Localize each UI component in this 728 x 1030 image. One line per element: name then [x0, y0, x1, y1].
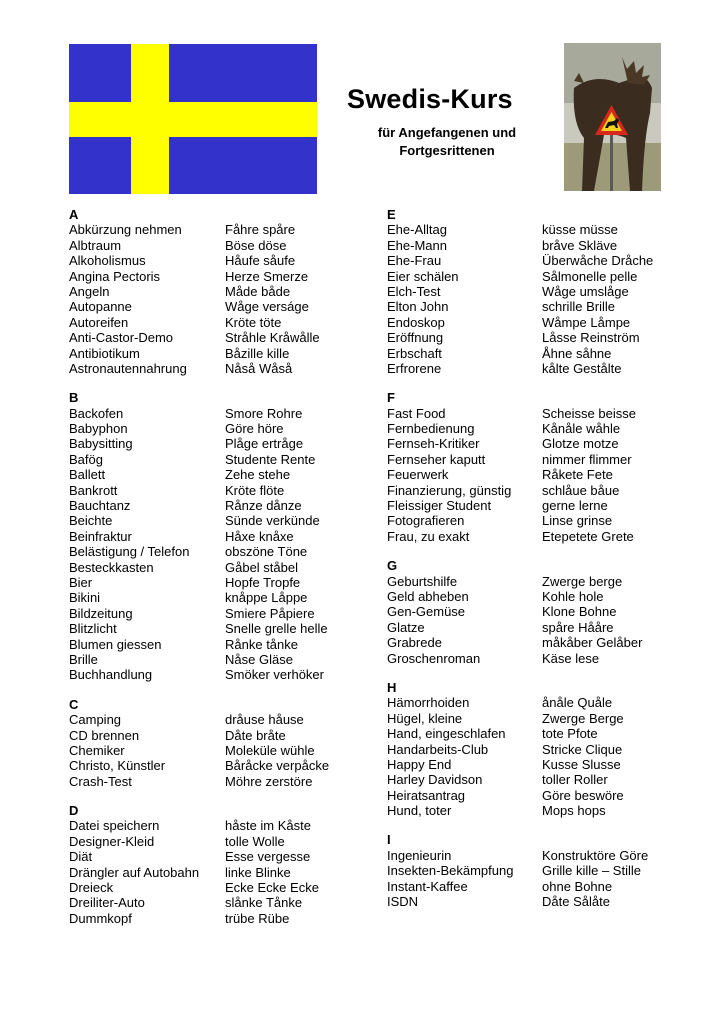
german-term: Bikini: [69, 590, 101, 606]
german-term: Fernbedienung: [387, 421, 475, 437]
mock-swedish-translation: kålte Gestålte: [542, 360, 622, 376]
mock-swedish-translation: Nåse Gläse: [225, 651, 293, 667]
vocab-row: [387, 695, 653, 710]
mock-swedish-translation: Sünde verkünde: [225, 513, 320, 529]
german-term: ISDN: [387, 894, 419, 910]
german-term: Bauchtanz: [69, 498, 131, 514]
mock-swedish-translation: Smöker verhöker: [225, 667, 324, 683]
german-term: Brille: [69, 651, 98, 667]
german-term: Backofen: [69, 405, 124, 421]
vocab-row: [69, 849, 329, 864]
german-term: Blumen giessen: [69, 636, 162, 652]
vocab-row: [387, 848, 653, 863]
german-term: Gen-Gemüse: [387, 604, 466, 620]
vocab-row: [387, 894, 653, 909]
vocab-row: [69, 637, 329, 652]
german-term: Fotografieren: [387, 513, 465, 529]
section-i: [387, 832, 653, 909]
vocab-row: [69, 544, 329, 559]
vocab-row: [387, 361, 653, 376]
vocab-row: [69, 513, 329, 528]
german-term: Alkoholismus: [69, 253, 146, 269]
mock-swedish-translation: Kånåle wåhle: [542, 421, 621, 437]
vocab-row: [69, 575, 329, 590]
mock-swedish-translation: Håufe såufe: [225, 253, 296, 269]
right-column: [387, 207, 653, 923]
german-term: Happy End: [387, 756, 452, 772]
vocab-row: [69, 667, 329, 682]
vocab-row: [69, 606, 329, 621]
section-letter: C: [69, 696, 79, 712]
vocab-row: [69, 315, 329, 330]
mock-swedish-translation: Esse vergesse: [225, 849, 311, 865]
mock-swedish-translation: toller Roller: [542, 772, 608, 788]
mock-swedish-translation: bråve Skläve: [542, 237, 618, 253]
mock-swedish-translation: Kohle hole: [542, 588, 604, 604]
mock-swedish-translation: Böse döse: [225, 237, 287, 253]
german-term: Harley Davidson: [387, 772, 483, 788]
german-term: Christo, Künstler: [69, 758, 166, 774]
german-term: Erfrorene: [387, 360, 442, 376]
vocab-row: [69, 728, 329, 743]
mock-swedish-translation: Göre höre: [225, 421, 284, 437]
vocab-row: [69, 590, 329, 605]
vocab-row: [387, 238, 653, 253]
vocab-row: [69, 421, 329, 436]
german-term: Dreieck: [69, 880, 114, 896]
german-term: Feuerwerk: [387, 467, 449, 483]
german-term: Babyphon: [69, 421, 128, 437]
german-term: Endoskop: [387, 314, 445, 330]
mock-swedish-translation: Käse lese: [542, 650, 600, 666]
mock-swedish-translation: trübe Rübe: [225, 910, 290, 926]
vocab-row: [69, 238, 329, 253]
mock-swedish-translation: Ecke Ecke Ecke: [225, 880, 319, 896]
german-term: Grabrede: [387, 635, 442, 651]
german-term: Dummkopf: [69, 910, 132, 926]
section-letter: I: [387, 832, 391, 848]
vocab-row: [69, 529, 329, 544]
vocab-row: [69, 330, 329, 345]
mock-swedish-translation: ånåle Quåle: [542, 695, 613, 711]
german-term: Ehe-Mann: [387, 237, 447, 253]
vocab-row: [387, 452, 653, 467]
german-term: Geld abheben: [387, 588, 469, 604]
vocab-row: [387, 269, 653, 284]
mock-swedish-translation: håste im Kåste: [225, 818, 311, 834]
vocab-row: [387, 222, 653, 237]
vocab-row: [69, 774, 329, 789]
vocab-row: [387, 726, 653, 741]
mock-swedish-translation: Möhre zerstöre: [225, 773, 313, 789]
german-term: Bildzeitung: [69, 605, 133, 621]
mock-swedish-translation: Låsse Reinström: [542, 330, 640, 346]
mock-swedish-translation: Mops hops: [542, 803, 606, 819]
vocab-row: [387, 742, 653, 757]
vocab-row: [69, 346, 329, 361]
german-term: Instant-Kaffee: [387, 878, 468, 894]
mock-swedish-translation: Rånke tånke: [225, 636, 298, 652]
section-e: [387, 207, 653, 376]
vocab-row: [69, 467, 329, 482]
german-term: Eröffnung: [387, 330, 444, 346]
mock-swedish-translation: Smiere Påpiere: [225, 605, 315, 621]
mock-swedish-translation: Konstruktöre Göre: [542, 847, 649, 863]
vocab-row: [69, 895, 329, 910]
german-term: Babysitting: [69, 436, 133, 452]
mock-swedish-translation: Herze Smerze: [225, 268, 309, 284]
mock-swedish-translation: tote Pfote: [542, 726, 598, 742]
mock-swedish-translation: Rånze dånze: [225, 498, 302, 514]
german-term: Ehe-Alltag: [387, 222, 447, 238]
subtitle-line-2: Fortgesrittenen: [399, 143, 495, 158]
german-term: Fernseh-Kritiker: [387, 436, 480, 452]
section-letter: G: [387, 558, 398, 574]
vocab-row: [387, 863, 653, 878]
vocab-row: [69, 880, 329, 895]
vocab-row: [69, 712, 329, 727]
vocab-row: [69, 253, 329, 268]
mock-swedish-translation: Råkete Fete: [542, 467, 613, 483]
vocab-row: [387, 284, 653, 299]
mock-swedish-translation: Glotze motze: [542, 436, 619, 452]
vocab-row: [69, 406, 329, 421]
vocab-row: [69, 498, 329, 513]
vocab-row: [69, 865, 329, 880]
mock-swedish-translation: Wåmpe Låmpe: [542, 314, 631, 330]
mock-swedish-translation: linke Blinke: [225, 864, 291, 880]
section-c: [69, 697, 329, 789]
mock-swedish-translation: knåppe Låppe: [225, 590, 308, 606]
section-letter: A: [69, 207, 79, 222]
mock-swedish-translation: Studente Rente: [225, 451, 316, 467]
german-term: Camping: [69, 712, 122, 728]
german-term: Erbschaft: [387, 345, 442, 361]
vocab-row: [387, 253, 653, 268]
german-term: Elton John: [387, 299, 449, 315]
mock-swedish-translation: Scheisse beisse: [542, 405, 636, 421]
vocab-row: [69, 834, 329, 849]
vocab-row: [387, 330, 653, 345]
section-letter: D: [69, 803, 79, 819]
mock-swedish-translation: Måde både: [225, 283, 291, 299]
vocab-row: [387, 711, 653, 726]
german-term: Geburtshilfe: [387, 573, 458, 589]
german-term: Handarbeits-Club: [387, 741, 489, 757]
vocab-row: [387, 651, 653, 666]
vocab-row: [387, 589, 653, 604]
german-term: Elch-Test: [387, 283, 441, 299]
flag-yellow-horizontal-bar: [69, 102, 317, 137]
mock-swedish-translation: Überwåche Dråche: [542, 253, 654, 269]
mock-swedish-translation: Kröte töte: [225, 314, 282, 330]
mock-swedish-translation: küsse müsse: [542, 222, 618, 238]
vocab-row: [387, 879, 653, 894]
mock-swedish-translation: tolle Wolle: [225, 833, 285, 849]
german-term: Bafög: [69, 451, 103, 467]
vocab-row: [69, 284, 329, 299]
german-term: Beichte: [69, 513, 113, 529]
section-letter: H: [387, 679, 397, 695]
mock-swedish-translation: Gåbel ståbel: [225, 559, 298, 575]
vocab-row: [387, 604, 653, 619]
german-term: Drängler auf Autobahn: [69, 864, 200, 880]
mock-swedish-translation: Nåså Wåså: [225, 360, 293, 376]
mock-swedish-translation: slånke Tånke: [225, 895, 303, 911]
vocab-row: [387, 772, 653, 787]
vocab-row: [387, 513, 653, 528]
vocab-row: [69, 758, 329, 773]
german-term: Insekten-Bekämpfung: [387, 863, 514, 879]
mock-swedish-translation: Åhne såhne: [542, 345, 612, 361]
german-term: Bankrott: [69, 482, 118, 498]
vocab-row: [387, 436, 653, 451]
mock-swedish-translation: Båråcke verpåcke: [225, 758, 330, 774]
german-term: Buchhandlung: [69, 667, 153, 683]
moose-warning-sign-photo: [564, 43, 661, 191]
mock-swedish-translation: schlåue båue: [542, 482, 620, 498]
vocab-row: [69, 452, 329, 467]
mock-swedish-translation: gerne lerne: [542, 498, 608, 514]
german-term: Frau, zu exakt: [387, 528, 470, 544]
german-term: Finanzierung, günstig: [387, 482, 512, 498]
vocab-row: [387, 406, 653, 421]
vocab-row: [69, 222, 329, 237]
mock-swedish-translation: Etepetete Grete: [542, 528, 634, 544]
german-term: CD brennen: [69, 727, 140, 743]
german-term: Heiratsantrag: [387, 787, 466, 803]
mock-swedish-translation: Wåge verságe: [225, 299, 309, 315]
section-f: [387, 390, 653, 544]
mock-swedish-translation: Snelle grelle helle: [225, 621, 328, 637]
german-term: Crash-Test: [69, 773, 132, 789]
vocab-row: [387, 421, 653, 436]
german-term: Fleissiger Student: [387, 498, 492, 514]
german-term: Belästigung / Telefon: [69, 544, 190, 560]
vocab-row: [387, 620, 653, 635]
mock-swedish-translation: Linse grinse: [542, 513, 613, 529]
mock-swedish-translation: nimmer flimmer: [542, 451, 632, 467]
vocab-row: [69, 743, 329, 758]
section-letter: E: [387, 207, 396, 222]
page-subtitle: [358, 124, 536, 160]
mock-swedish-translation: Wåge umslåge: [542, 283, 629, 299]
vocab-row: [69, 621, 329, 636]
vocab-row: [387, 529, 653, 544]
vocab-row: [387, 498, 653, 513]
vocab-row: [69, 436, 329, 451]
mock-swedish-translation: Håxe knåxe: [225, 528, 294, 544]
mock-swedish-translation: Kusse Slusse: [542, 756, 621, 772]
german-term: Groschenroman: [387, 650, 481, 666]
mock-swedish-translation: Zwerge berge: [542, 573, 623, 589]
mock-swedish-translation: spåre Hååre: [542, 619, 614, 635]
mock-swedish-translation: Grille kille – Stille: [542, 863, 641, 879]
section-d: [69, 803, 329, 926]
mock-swedish-translation: måkåber Gelåber: [542, 635, 643, 651]
vocab-row: [69, 483, 329, 498]
german-term: Angina Pectoris: [69, 268, 161, 284]
mock-swedish-translation: Moleküle wühle: [225, 742, 315, 758]
vocab-row: [387, 635, 653, 650]
mock-swedish-translation: dråuse håuse: [225, 712, 304, 728]
mock-swedish-translation: Dåte bråte: [225, 727, 286, 743]
vocab-row: [69, 269, 329, 284]
mock-swedish-translation: Göre beswöre: [542, 787, 624, 803]
german-term: Hund, toter: [387, 803, 452, 819]
mock-swedish-translation: Zwerge Berge: [542, 710, 624, 726]
german-term: Fernseher kaputt: [387, 451, 486, 467]
vocab-row: [69, 560, 329, 575]
vocab-row: [69, 299, 329, 314]
subtitle-line-1: für Angefangenen und: [377, 125, 517, 140]
mock-swedish-translation: Sålmonelle pelle: [542, 268, 638, 284]
vocab-row: [69, 652, 329, 667]
vocab-row: [387, 483, 653, 498]
german-term: Autoreifen: [69, 314, 129, 330]
mock-swedish-translation: Klone Bohne: [542, 604, 617, 620]
section-letter: B: [69, 390, 79, 406]
german-term: Glatze: [387, 619, 425, 635]
german-term: Eier schälen: [387, 268, 459, 284]
vocab-row: [387, 757, 653, 772]
vocab-row: [69, 361, 329, 376]
mock-swedish-translation: Dåte Sålåte: [542, 894, 610, 910]
mock-swedish-translation: Smore Rohre: [225, 405, 303, 421]
german-term: Designer-Kleid: [69, 833, 155, 849]
section-h: [387, 680, 653, 819]
german-term: Blitzlicht: [69, 621, 117, 637]
page-title: Swedis-Kurs: [347, 84, 513, 114]
german-term: Fast Food: [387, 405, 446, 421]
german-term: Hämorrhoiden: [387, 695, 470, 711]
german-term: Besteckkasten: [69, 559, 154, 575]
section-b: [69, 390, 329, 682]
mock-swedish-translation: Zehe stehe: [225, 467, 291, 483]
german-term: Hand, eingeschlafen: [387, 726, 506, 742]
german-term: Ballett: [69, 467, 106, 483]
mock-swedish-translation: Fåhre spåre: [225, 222, 296, 238]
vocab-row: [387, 467, 653, 482]
vocab-row: [387, 803, 653, 818]
swedish-flag-image: [69, 44, 317, 194]
section-letter: F: [387, 390, 395, 406]
vocab-row: [69, 911, 329, 926]
mock-swedish-translation: Plåge ertråge: [225, 436, 304, 452]
vocab-row: [387, 788, 653, 803]
mock-swedish-translation: Kröte flöte: [225, 482, 285, 498]
vocab-row: [387, 299, 653, 314]
mock-swedish-translation: Stråhle Kråwålle: [225, 330, 320, 346]
mock-swedish-translation: obszöne Töne: [225, 544, 308, 560]
vocab-row: [69, 818, 329, 833]
german-term: Anti-Castor-Demo: [69, 330, 174, 346]
section-g: [387, 558, 653, 666]
mock-swedish-translation: Hopfe Tropfe: [225, 574, 301, 590]
german-term: Hügel, kleine: [387, 710, 463, 726]
left-column: [69, 207, 329, 940]
german-term: Albtraum: [69, 237, 122, 253]
german-term: Astronautennahrung: [69, 360, 187, 376]
german-term: Diät: [69, 849, 93, 865]
german-term: Angeln: [69, 283, 110, 299]
section-a: [69, 207, 329, 376]
vocab-row: [387, 346, 653, 361]
german-term: Autopanne: [69, 299, 132, 315]
german-term: Chemiker: [69, 742, 125, 758]
german-term: Ingenieurin: [387, 847, 452, 863]
german-term: Abkürzung nehmen: [69, 222, 182, 238]
mock-swedish-translation: schrille Brille: [542, 299, 615, 315]
german-term: Datei speichern: [69, 818, 160, 834]
vocab-row: [387, 315, 653, 330]
german-term: Ehe-Frau: [387, 253, 442, 269]
mock-swedish-translation: ohne Bohne: [542, 878, 613, 894]
mock-swedish-translation: Stricke Clique: [542, 741, 623, 757]
german-term: Bier: [69, 574, 93, 590]
mock-swedish-translation: Båzille kille: [225, 345, 290, 361]
german-term: Dreiliter-Auto: [69, 895, 145, 911]
german-term: Beinfraktur: [69, 528, 132, 544]
german-term: Antibiotikum: [69, 345, 140, 361]
vocab-row: [387, 574, 653, 589]
